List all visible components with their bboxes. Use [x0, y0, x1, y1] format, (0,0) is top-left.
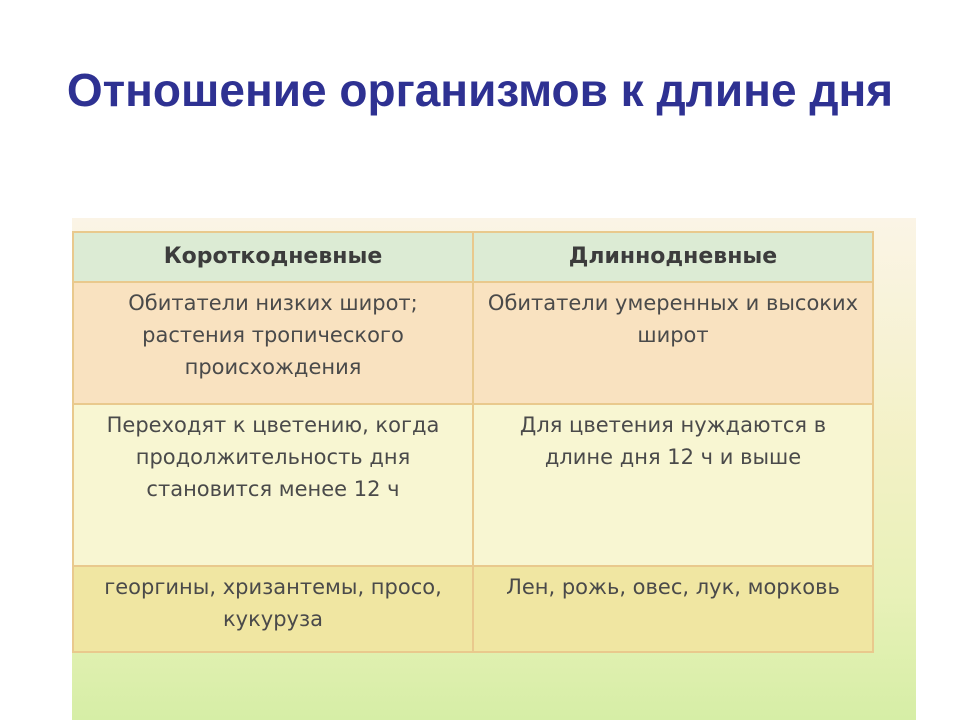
comparison-table — [72, 231, 874, 653]
cell-short-day-habitat: Обитатели низких широт; растения тропического происхождения — [73, 282, 473, 404]
table-row — [73, 282, 873, 404]
header-short-day: Короткодневные — [73, 232, 473, 282]
slide-title: Отношение организмов к длине дня — [66, 63, 894, 116]
cell-long-day-flowering: Для цветения нуждаются в длине дня 12 ч и выше — [473, 404, 873, 566]
header-long-day: Длиннодневные — [473, 232, 873, 282]
cell-long-day-examples: Лен, рожь, овес, лук, морковь — [473, 566, 873, 652]
cell-short-day-flowering: Переходят к цветению, когда продолжительность дня становится менее 12 ч — [73, 404, 473, 566]
cell-long-day-habitat: Обитатели умеренных и высоких широт — [473, 282, 873, 404]
table-row — [73, 566, 873, 652]
table-header-row — [73, 232, 873, 282]
table-row — [73, 404, 873, 566]
cell-short-day-examples: георгины, хризантемы, просо, кукуруза — [73, 566, 473, 652]
